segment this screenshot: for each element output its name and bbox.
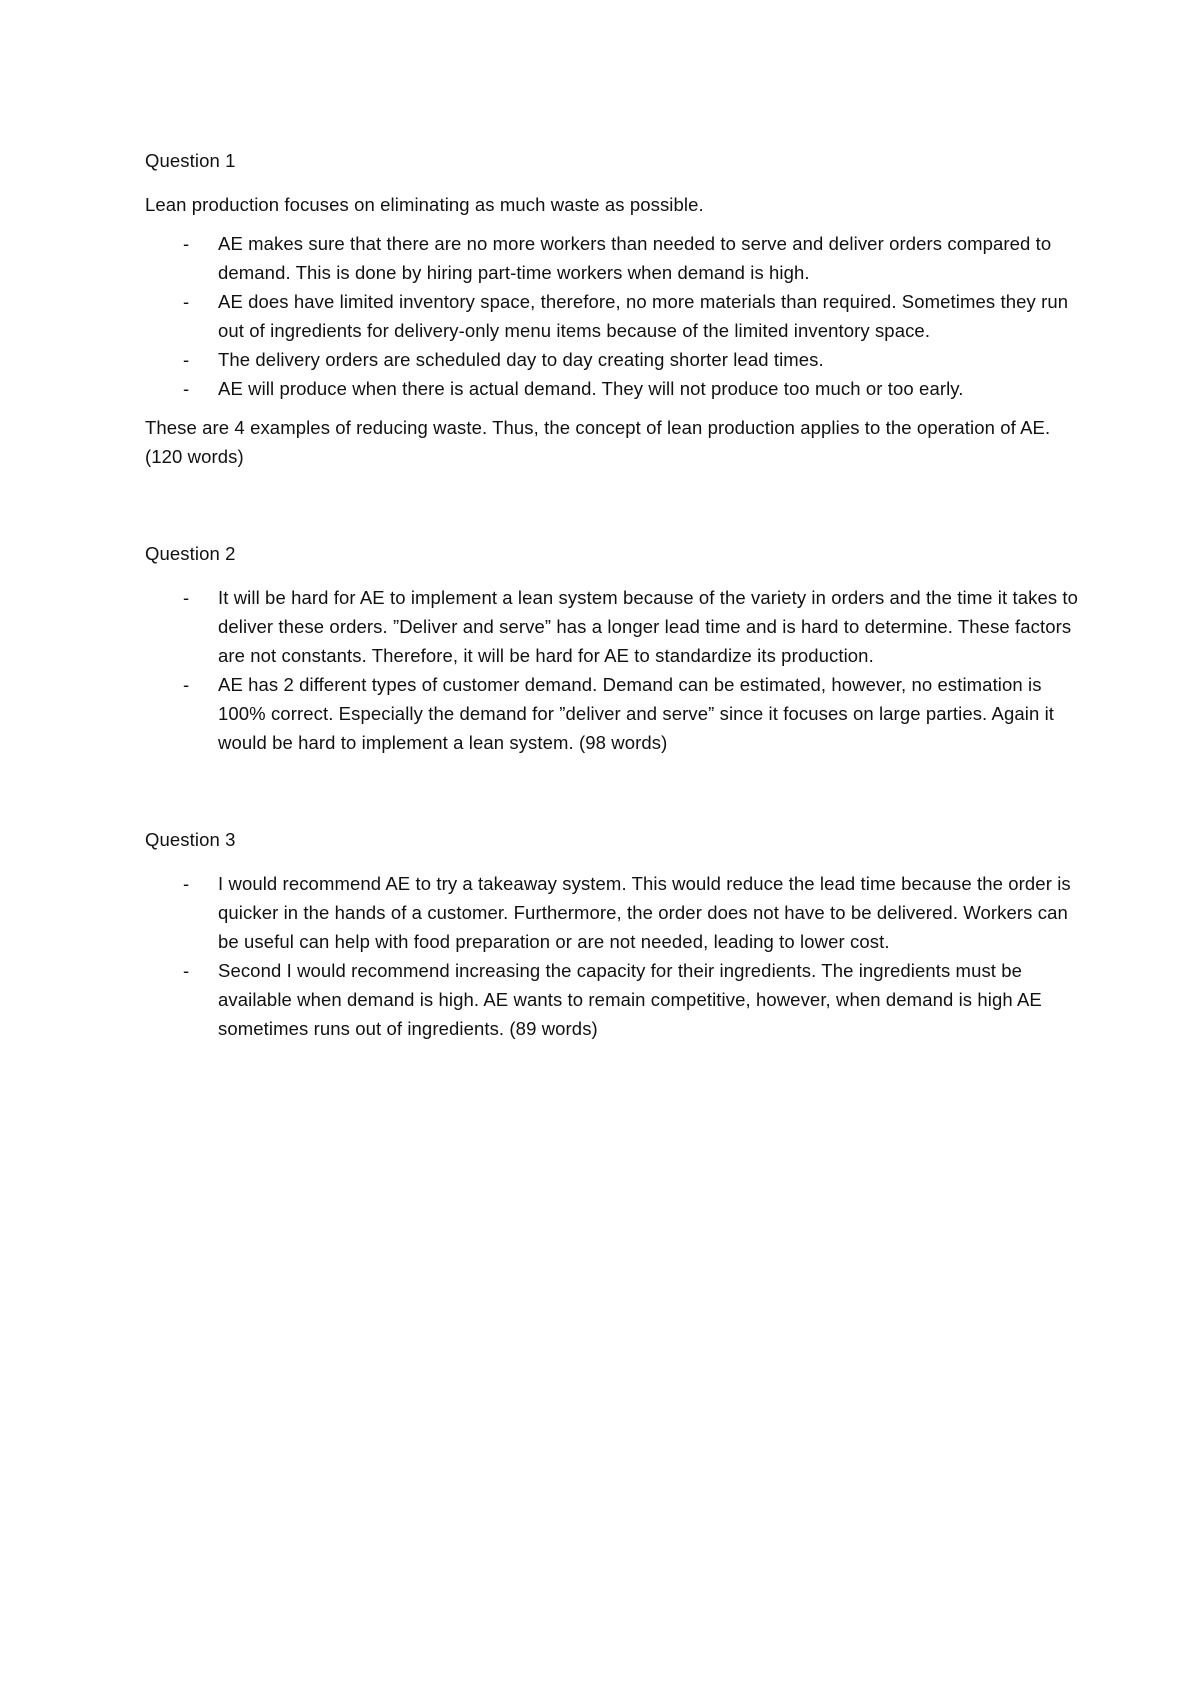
question-2-heading: Question 2 bbox=[145, 543, 236, 564]
question-1-bullet-list bbox=[145, 229, 1085, 403]
dash-bullet-icon: - bbox=[183, 674, 190, 695]
question-3-bullet-list bbox=[145, 869, 1085, 1043]
dash-bullet-icon: - bbox=[183, 960, 190, 981]
list-item bbox=[145, 583, 1085, 670]
list-item-text: It will be hard for AE to implement a lean system because of the variety in orders and the time it takes to deliver these orders. ”Deliver and serve” has a longer lead time and is hard to determine. These factors are not constants. Therefore, it will be hard for AE to standardize its production. bbox=[218, 587, 1079, 666]
question-1-conclusion: These are 4 examples of reducing waste. Thus, the concept of lean production applies to the operation of AE. (120 words) bbox=[145, 417, 1051, 467]
list-item-text: AE makes sure that there are no more workers than needed to serve and deliver orders compared to demand. This is done by hiring part-time workers when demand is high. bbox=[218, 233, 1052, 283]
list-item-text: I would recommend AE to try a takeaway system. This would reduce the lead time because the order is quicker in the hands of a customer. Furthermore, the order does not have to be delivered. Workers can be useful can help with food preparation or are not needed, leading to lower cost. bbox=[218, 873, 1071, 952]
question-1-heading: Question 1 bbox=[145, 150, 236, 171]
question-3-section bbox=[145, 825, 1085, 1043]
list-item bbox=[145, 670, 1085, 757]
section-spacer bbox=[145, 767, 1085, 825]
dash-bullet-icon: - bbox=[183, 291, 190, 312]
question-1-intro: Lean production focuses on eliminating as much waste as possible. bbox=[145, 194, 704, 215]
question-3-heading: Question 3 bbox=[145, 829, 236, 850]
question-2-section bbox=[145, 539, 1085, 757]
list-item bbox=[145, 956, 1085, 1043]
section-spacer bbox=[145, 481, 1085, 539]
dash-bullet-icon: - bbox=[183, 233, 190, 254]
dash-bullet-icon: - bbox=[183, 349, 190, 370]
question-1-section bbox=[145, 146, 1085, 471]
list-item-text: AE does have limited inventory space, therefore, no more materials than required. Sometimes they run out of ingredients for delivery-only menu items because of the limited inventory space. bbox=[218, 291, 1069, 341]
list-item-text: AE has 2 different types of customer demand. Demand can be estimated, however, no estimation is 100% correct. Especially the demand for ”deliver and serve” since it focuses on large parties. Again it would be hard to implement a lean system. (98 words) bbox=[218, 674, 1055, 753]
list-item-text: The delivery orders are scheduled day to day creating shorter lead times. bbox=[218, 349, 824, 370]
document-body bbox=[145, 146, 1085, 1053]
list-item-text: AE will produce when there is actual demand. They will not produce too much or too early. bbox=[218, 378, 964, 399]
list-item bbox=[145, 345, 1085, 374]
list-item bbox=[145, 869, 1085, 956]
dash-bullet-icon: - bbox=[183, 587, 190, 608]
list-item bbox=[145, 229, 1085, 287]
list-item bbox=[145, 287, 1085, 345]
question-2-bullet-list bbox=[145, 583, 1085, 757]
dash-bullet-icon: - bbox=[183, 378, 190, 399]
list-item bbox=[145, 374, 1085, 403]
list-item-text: Second I would recommend increasing the capacity for their ingredients. The ingredients must be available when demand is high. AE wants to remain competitive, however, when demand is high AE sometimes runs out of ingredients. (89 words) bbox=[218, 960, 1042, 1039]
dash-bullet-icon: - bbox=[183, 873, 190, 894]
